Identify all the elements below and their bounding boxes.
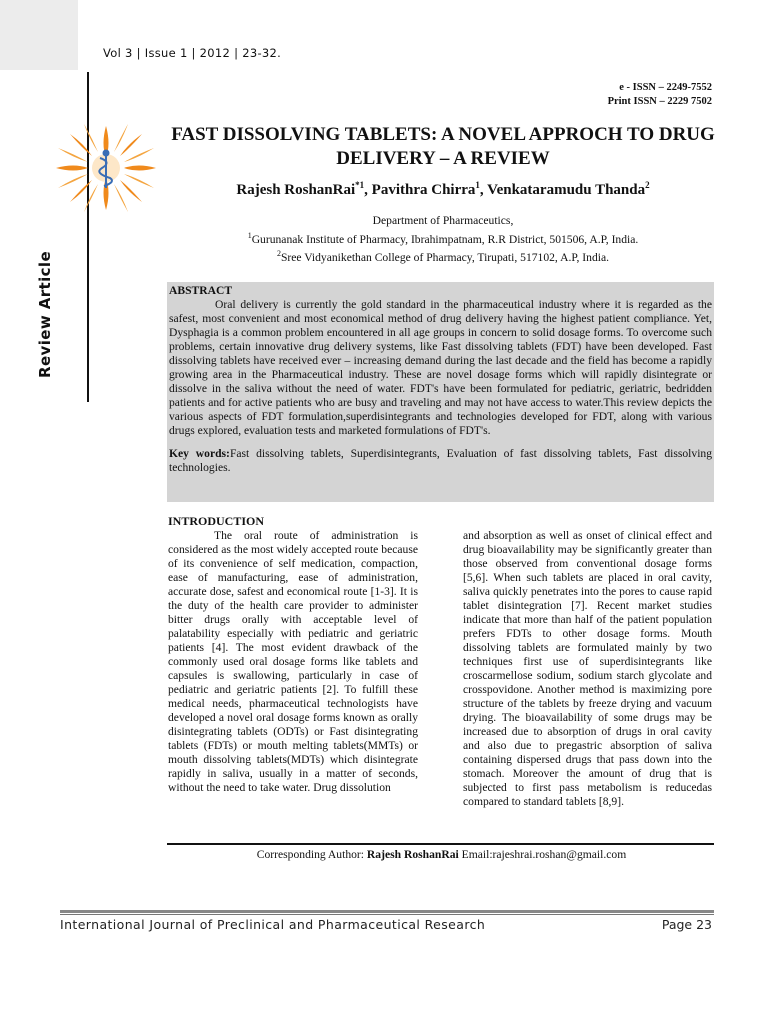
- footnote-rule: [167, 843, 714, 845]
- author-mark: 1: [475, 180, 480, 190]
- corresponding-author: [168, 848, 715, 861]
- e-issn: e - ISSN – 2249-7552: [619, 82, 712, 93]
- affiliation-line: $^1$Gurunanak Institute of Pharmacy, Ibrahimpatnam, R.R District, 501506, A.P, India.: [247, 230, 639, 246]
- volume-line: Vol 3 | Issue 1 | 2012 | 23-32.: [103, 46, 282, 60]
- header-band: [0, 0, 78, 70]
- affiliations: [168, 214, 718, 265]
- keywords-text: Fast dissolving tablets, Superdisintegrants, Evaluation of fast dissolving tablets, Fast dissolving technologies.: [169, 447, 713, 474]
- caduceus-sun-logo: [52, 118, 160, 218]
- abstract-box: [167, 282, 714, 502]
- author-name: Pavithra Chirra: [371, 182, 476, 198]
- introduction-column-1: The oral route of administration is considered as the most widely accepted route because of its convenience of self medication, compaction, ease of manufacturing, ease of administration, accurate dose, safest and economical route [1-3]. It is the duty of the health care provider to administer bitter drugs orally with acceptable level of palatability especially with pediatric and geriatric patients [4]. The most evident drawback of the commonly used oral dosage forms like tablets and capsules is swallowing, particularly in case of pediatric and geriatric patients [2]. To fulfill these medical needs, pharmaceutical technologists have developed a novel oral dosage forms known as orally disintegrating tablets (ODTs) or Fast disintegrating tablets (FDTs) or mouth melting tablets(MMTs) or mouth dissolving tablets(MDTs) which disintegrate rapidly in saliva, usually in a matter of seconds, without the need to take water. Drug dissolution: [168, 529, 418, 794]
- abstract-heading: ABSTRACT: [169, 284, 233, 297]
- footer-rule: [60, 910, 714, 913]
- abstract-text: Oral delivery is currently the gold standard in the pharmaceutical industry where it is regarded as the safest, most convenient and most economical method of drug delivery having the highest patient compliance. Yet, Dysphagia is a common problem encountered in all age groups in concern to solid dosage forms. To overcome such problems, certain innovative drug delivery systems, like Fast dissolving tablets (FDT) have been developed. Fast dissolving tablets have received ever – increasing demand during the last decade and the field has become a rapidly growing area in the Pharmaceutical industry. These are novel dosage forms which will rapidly disintegrate or dissolve in the saliva without the need of water. FDT's have been formulated for pediatric, geriatric, bedridden patients and for active patients who are busy and traveling and may not have access to water.This review depicts the various aspects of FDT formulation,superdisintegrants and technologies developed for FDT, along with various drugs explored, evaluation tests and marketed formulations of FDT's.: [169, 298, 712, 437]
- journal-name: International Journal of Preclinical and Pharmaceutical Research: [60, 917, 486, 932]
- footer-rule-thin: [60, 914, 714, 915]
- author-name: Venkataramudu Thanda: [487, 182, 646, 198]
- department: Department of Pharmaceutics,: [372, 214, 514, 227]
- author-list: Rajesh RoshanRai$^{*1}$, Pavithra Chirra$^1$, Venkataramudu Thanda$^2$: [236, 180, 650, 198]
- introduction-heading: INTRODUCTION: [168, 514, 265, 528]
- paper-title: FAST DISSOLVING TABLETS: A NOVEL APPROCH TO DRUG DELIVERY – A REVIEW: [171, 124, 715, 169]
- author-mark: 2: [645, 180, 650, 190]
- corresponding-name: Rajesh RoshanRai: [366, 848, 459, 861]
- author-mark: *1: [355, 180, 365, 190]
- corresponding-label: Corresponding Author:: [256, 848, 365, 861]
- keywords-label: Key words:: [169, 447, 230, 460]
- author-name: Rajesh RoshanRai: [236, 182, 356, 198]
- affiliation-line: $^2$Sree Vidyanikethan College of Pharmacy, Tirupati, 517102, A.P, India.: [276, 248, 610, 264]
- print-issn: Print ISSN – 2229 7502: [607, 96, 712, 107]
- introduction-column-2: and absorption as well as onset of clinical effect and drug bioavailability may be significantly greater than those observed from conventional dosage forms [5,6]. When such tablets are placed in oral cavity, saliva quickly penetrates into the pores to cause rapid tablet disintegration [7]. Recent market studies indicate that more than half of the patient population prefers FDTs to other dosage forms. Mouth dissolving tablets are formulated mainly by two techniques first use of superdisintegrants like croscarmellose sodium, sodium starch glycolate and crosspovidone. Another method is maximizing pore structure of the tablets by freeze drying and vacuum drying. The bioavailability of some drugs may be increased due to absorption of drugs in oral cavity and also due to pregastric absorption of saliva containing dispersed drugs that pass down into the stomach. Moreover the amount of drug that is subjected to first pass metabolism is reducedas compared to standard tablets [8,9].: [463, 529, 712, 808]
- corresponding-email: Email:rajeshrai.roshan@gmail.com: [461, 848, 627, 861]
- issn-block: [608, 81, 712, 109]
- page-number: Page 23: [661, 917, 712, 932]
- keywords: [169, 447, 712, 475]
